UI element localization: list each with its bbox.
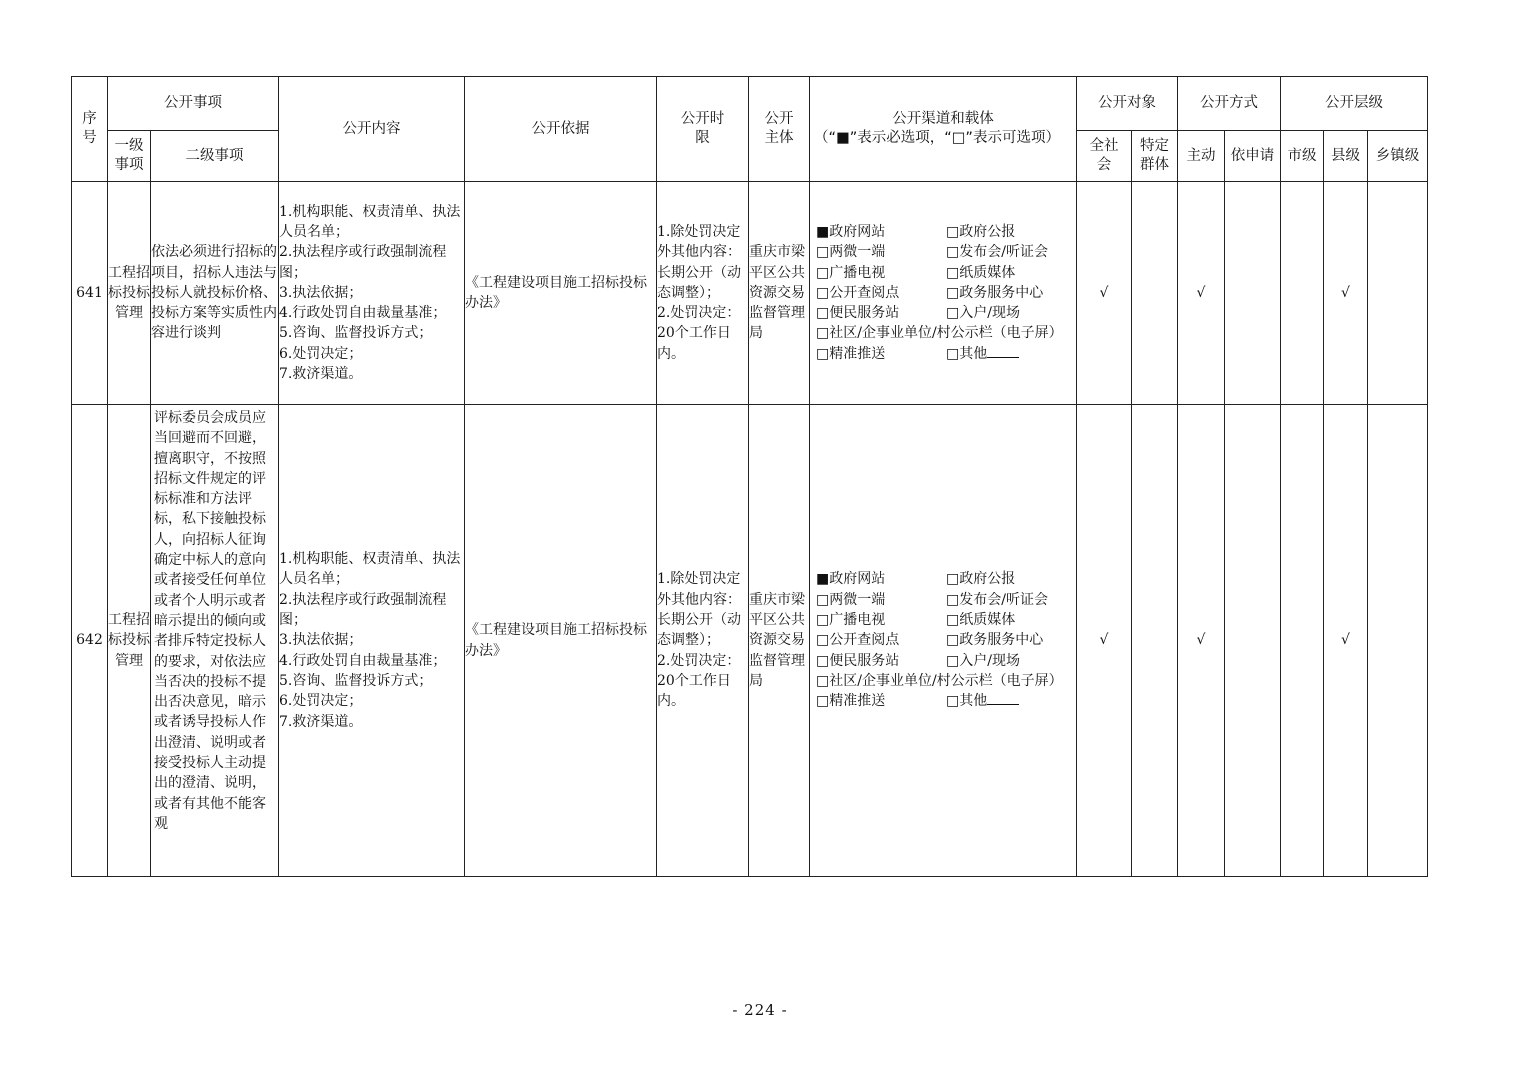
channel-item-other: □其他 (946, 344, 1076, 364)
header-channel-title: 公开渠道和载体 (892, 111, 994, 127)
content-line: 3.执法依据； (279, 284, 363, 301)
row-time-limit (657, 405, 749, 877)
channel-item: □两微一端 (816, 591, 886, 608)
content-line: 1.机构职能、权责清单、执法人员名单； (279, 551, 461, 588)
table-row (72, 405, 1428, 877)
row-target-specific (1132, 182, 1178, 405)
header-item-l1: 一级事项 (108, 131, 151, 182)
channel-item: □政务服务中心 (946, 284, 1044, 301)
content-line: 6.处罚决定； (279, 345, 363, 362)
header-subject: 公开主体 (749, 77, 810, 182)
header-item-l2: 二级事项 (151, 131, 279, 182)
row-basis: 《工程建设项目施工招标投标办法》 (465, 405, 657, 877)
content-line: 4.行政处罚自由裁量基准； (279, 305, 447, 322)
header-basis: 公开依据 (465, 77, 657, 182)
channel-item: □精准推送 (816, 345, 886, 362)
header-method: 公开方式 (1178, 77, 1281, 131)
header-time-limit: 公开时限 (657, 77, 749, 182)
channel-item: □广播电视 (816, 264, 886, 281)
row-channels (810, 405, 1077, 877)
row-basis: 《工程建设项目施工招标投标办法》 (465, 182, 657, 405)
row-item-l1: 工程招标投标管理 (108, 405, 151, 877)
row-subject: 重庆市梁平区公共资源交易监督管理局 (749, 405, 810, 877)
content-line: 1.机构职能、权责清单、执法人员名单； (279, 203, 461, 240)
row-method-active: √ (1178, 405, 1225, 877)
row-time-limit (657, 182, 749, 405)
header-level: 公开层级 (1281, 77, 1428, 131)
row-subject: 重庆市梁平区公共资源交易监督管理局 (749, 182, 810, 405)
row-seq: 642 (72, 405, 108, 877)
row-target-all: √ (1077, 405, 1132, 877)
header-channel-note: （“■”表示必选项，“□”表示可选项） (814, 130, 1060, 146)
content-line: 2.执法程序或行政强制流程图； (279, 591, 447, 629)
time-limit-line: 1.除处罚决定外其他内容：长期公开（动态调整）； (657, 223, 741, 301)
channel-item: □发布会/听证会 (946, 244, 1048, 261)
channel-item: □两微一端 (816, 244, 886, 261)
row-method-active: √ (1178, 182, 1225, 405)
channel-item: ■政府网站 (816, 571, 886, 588)
page-number: - 224 - (732, 1001, 788, 1019)
row-item-l2: 评标委员会成员应当回避而不回避，擅离职守，不按照招标文件规定的评标标准和方法评标，私下接触投标人，向招标人征询确定中标人的意向或者接受任何单位或者个人明示或者暗示提出的倾向或者排斥特定投标人的要求，对依法应当否决的投标不提出否决意见，暗示或者诱导投标人作出澄清、说明或者接受投标人主动提出的澄清、说明，或者有其他不能客观 (154, 410, 266, 832)
header-target: 公开对象 (1077, 77, 1178, 131)
row-content (279, 182, 465, 405)
row-target-specific (1132, 405, 1178, 877)
row-target-all: √ (1077, 182, 1132, 405)
header-seq: 序号 (72, 77, 108, 182)
channel-item: □公开查阅点 (816, 284, 900, 301)
channel-item: □纸质媒体 (946, 612, 1016, 629)
content-line: 5.咨询、监督投诉方式； (279, 672, 433, 689)
row-method-request (1225, 182, 1281, 405)
channel-item: □入户/现场 (946, 652, 1020, 669)
header-method-active: 主动 (1178, 131, 1225, 182)
channel-item-other: □其他 (946, 691, 1076, 711)
row-method-request (1225, 405, 1281, 877)
channel-item: □政府公报 (946, 571, 1016, 588)
disclosure-table (71, 76, 1428, 877)
channel-item: □纸质媒体 (946, 264, 1016, 281)
content-line: 3.执法依据； (279, 632, 363, 649)
time-limit-line: 1.除处罚决定外其他内容：长期公开（动态调整）； (657, 571, 741, 649)
row-content (279, 405, 465, 877)
row-item-l2: 依法必须进行招标的项目，招标人违法与投标人就投标价格、投标方案等实质性内容进行谈判 (151, 182, 279, 405)
channel-item: □政务服务中心 (946, 632, 1044, 649)
row-level-city (1281, 182, 1324, 405)
content-line: 4.行政处罚自由裁量基准； (279, 652, 447, 669)
header-item: 公开事项 (108, 77, 279, 131)
content-line: 7.救济渠道。 (279, 366, 363, 383)
header-channel (810, 77, 1077, 182)
content-line: 2.执法程序或行政强制流程图； (279, 244, 447, 281)
content-line: 6.处罚决定； (279, 693, 363, 710)
row-level-town (1368, 182, 1428, 405)
channel-item: □社区/企事业单位/村公示栏（电子屏） (816, 325, 1063, 342)
channel-item: □入户/现场 (946, 305, 1020, 322)
channel-item: □便民服务站 (816, 652, 900, 669)
channel-item: □广播电视 (816, 612, 886, 629)
time-limit-line: 2.处罚决定：20个工作日内。 (657, 305, 741, 362)
header-target-all: 全社会 (1077, 131, 1132, 182)
row-seq: 641 (72, 182, 108, 405)
header-level-city: 市级 (1281, 131, 1324, 182)
header-level-county: 县级 (1324, 131, 1368, 182)
row-level-county: √ (1324, 182, 1368, 405)
row-level-town (1368, 405, 1428, 877)
channel-item: □社区/企事业单位/村公示栏（电子屏） (816, 672, 1063, 689)
row-channels (810, 182, 1077, 405)
table-row (72, 182, 1428, 405)
channel-item: □政府公报 (946, 223, 1016, 240)
channel-item: □便民服务站 (816, 305, 900, 322)
header-level-town: 乡镇级 (1368, 131, 1428, 182)
header-target-specific: 特定群体 (1132, 131, 1178, 182)
row-item-l2-cell (151, 405, 279, 877)
row-level-county: √ (1324, 405, 1368, 877)
header-method-request: 依申请 (1225, 131, 1281, 182)
row-level-city (1281, 405, 1324, 877)
channel-item: ■政府网站 (816, 223, 886, 240)
channel-item: □公开查阅点 (816, 632, 900, 649)
channel-item: □精准推送 (816, 693, 886, 710)
header-content: 公开内容 (279, 77, 465, 182)
time-limit-line: 2.处罚决定：20个工作日内。 (657, 652, 741, 710)
channel-item: □发布会/听证会 (946, 591, 1048, 608)
content-line: 5.咨询、监督投诉方式； (279, 325, 433, 342)
row-item-l1: 工程招标投标管理 (108, 182, 151, 405)
content-line: 7.救济渠道。 (279, 713, 363, 730)
